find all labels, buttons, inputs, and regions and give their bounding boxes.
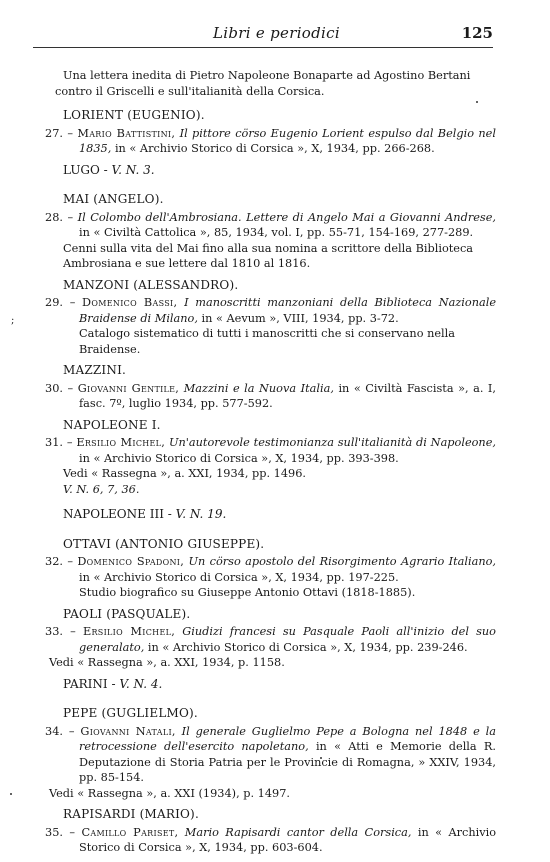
author: Mario Battistini, (77, 126, 176, 140)
entry-citation: 35. – Camillo Pariset, Mario Rapisardi cantor della Corsica, in « Archivio Storico di Corsica », X, 1934, pp. 603-604. (33, 825, 496, 856)
work-title: Un'autorevole testimonianza sull'italianità di Napoleone, (169, 436, 496, 449)
header-rule (33, 47, 493, 48)
page-number: 125 (461, 24, 493, 42)
entry-number: 32. (45, 555, 63, 568)
intro-paragraph: Una lettera inedita di Pietro Napoleone Bonaparte ad Agostino Bertani contro il Griscelli e sull'italianità della Corsica. (55, 69, 471, 98)
cross-reference-parini: PARINI - V. N. 4. (63, 676, 163, 691)
bibliography-body (33, 68, 496, 862)
entry-number: 35. (45, 825, 63, 839)
work-title: Mazzini e la Nuova Italia, (183, 381, 334, 395)
speck (10, 793, 12, 795)
work-title: Mario Rapisardi cantor della Corsica, (184, 825, 412, 839)
entry-citation: 28. – Il Colombo dell'Ambrosiana. Lettere di Angelo Mai a Giovanni Andrese, in « Civiltà Cattolica », 85, 1934, vol. I, pp. 55-71, 154-169, 277-289. (33, 210, 496, 241)
entry-citation: 32. – Domenico Spadoni, Un cörso apostolo del Risorgimento Agrario Italiano, in « Archivio Storico di Corsica », X, 1934, pp. 197-225. (33, 554, 496, 585)
entry-pepe (33, 706, 496, 801)
vedi-note: Vedi « Rassegna », a. XXI (1934), p. 1497. (49, 786, 291, 800)
entry-mai (33, 192, 496, 272)
entry-manzoni (33, 278, 496, 358)
vedi-note: Vedi « Rassegna », a. XXI, 1934, pp. 1496. (63, 467, 307, 480)
entry-heading: PAOLI (PASQUALE). (63, 606, 191, 621)
entry-note: Cenni sulla vita del Mai fino alla sua nomina a scrittore della Biblioteca Ambrosiana e sue lettere dal 1810 al 1816. (63, 241, 474, 270)
work-title: Il pittore cörso Eugenio Lorient espulso dal Belgio nel 1835, (79, 126, 496, 155)
entry-paoli (33, 607, 496, 671)
page-header (33, 22, 493, 46)
entry-cross-reference: V. N. 6, 7, 36. (63, 482, 140, 496)
entry-heading: OTTAVI (ANTONIO GIUSEPPE). (63, 536, 265, 551)
entry-citation: 29. – Domenico Bassi, I manoscritti manzoniani della Biblioteca Nazionale Braidense di Milano, in « Aevum », VIII, 1934, pp. 3-72. (33, 295, 496, 326)
cross-reference-napoleone-iii: NAPOLEONE III - V. N. 19. (63, 507, 227, 521)
work-title: Il Colombo dell'Ambrosiana. Lettere di Angelo Mai a Giovanni Andrese, (77, 210, 496, 224)
entry-heading: MAI (ANGELO). (63, 192, 164, 206)
entry-note: Studio biografico su Giuseppe Antonio Ottavi (1818-1885). (79, 586, 416, 599)
entry-heading: LORIENT (EUGENIO). (63, 108, 205, 122)
entry-napoleone-i (33, 418, 496, 498)
entry-heading: MANZONI (ALESSANDRO). (63, 277, 239, 292)
author: Ersilio Michel, (76, 436, 166, 449)
work-title: I manoscritti manzoniani della Biblioteca Nazionale Braidense di Milano, (79, 296, 497, 325)
entry-number: 30. (45, 381, 63, 395)
entry-number: 33. (45, 625, 63, 638)
vedi-note: Vedi « Rassegna », a. XXI, 1934, p. 1158. (49, 656, 285, 669)
entry-heading: RAPISARDI (MARIO). (63, 807, 199, 821)
entry-number: 28. (45, 210, 63, 224)
work-title: Giudizi francesi su Pasquale Paoli all'inizio del suo generalato, (79, 625, 496, 654)
author: Domenico Bassi, (82, 296, 178, 309)
entry-note: Catalogo sistematico di tutti i manoscritti che si conservano nella Braidense. (79, 327, 456, 356)
entry-heading: MAZZINI. (63, 363, 127, 377)
running-title: Libri e periodici (213, 24, 340, 42)
entry-rapisardi (33, 807, 496, 856)
work-title: Un cörso apostolo del Risorgimento Agrario Italiano, (188, 555, 496, 568)
author: Domenico Spadoni, (77, 555, 185, 568)
entry-number: 34. (45, 724, 63, 738)
entry-number: 29. (45, 296, 63, 309)
author: Giovanni Gentile, (77, 381, 180, 395)
entry-number: 31. (45, 436, 63, 449)
entry-number: 27. (45, 126, 63, 140)
entry-heading: NAPOLEONE I. (63, 417, 161, 432)
work-title: Il generale Guglielmo Pepe a Bologna nel 1848 e la retrocessione dell'esercito napoletano, (79, 724, 496, 753)
entry-citation: 30. – Giovanni Gentile, Mazzini e la Nuova Italia, in « Civiltà Fascista », a. I, fasc. 7º, luglio 1934, pp. 577-592. (33, 381, 496, 412)
entry-citation: 33. – Ersilio Michel, Giudizi francesi su Pasquale Paoli all'inizio del suo generalato, in « Archivio Storico di Corsica », X, 1934, pp. 239-246. (33, 624, 496, 655)
entry-heading: PEPE (GUGLIELMO). (63, 706, 198, 720)
author: Ersilio Michel, (82, 625, 176, 638)
entry-citation: 27. – Mario Battistini, Il pittore cörso Eugenio Lorient espulso dal Belgio nel 1835, in « Archivio Storico di Corsica », X, 1934, pp. 266-268. (33, 126, 496, 157)
cross-reference-lugo: LUGO - V. N. 3. (63, 162, 155, 177)
entry-ottavi (33, 537, 496, 601)
entry-citation: 31. – Ersilio Michel, Un'autorevole testimonianza sull'italianità di Napoleone, in « Archivio Storico di Corsica », X, 1934, pp. 393-398. (33, 435, 496, 466)
author: Camillo Pariset, (81, 825, 179, 839)
entry-citation: 34. – Giovanni Natali, Il generale Guglielmo Pepe a Bologna nel 1848 e la retrocessione dell'esercito napoletano, in « Atti e Memorie della R. Deputazione di Storia Patria per le Provincie di Romagna, » XXIV, 1934, pp. 85-154. (33, 724, 496, 786)
margin-mark: ; (11, 315, 15, 326)
entry-mazzini (33, 363, 496, 412)
author: Giovanni Natali, (80, 724, 176, 738)
entry-lorient (33, 108, 496, 157)
